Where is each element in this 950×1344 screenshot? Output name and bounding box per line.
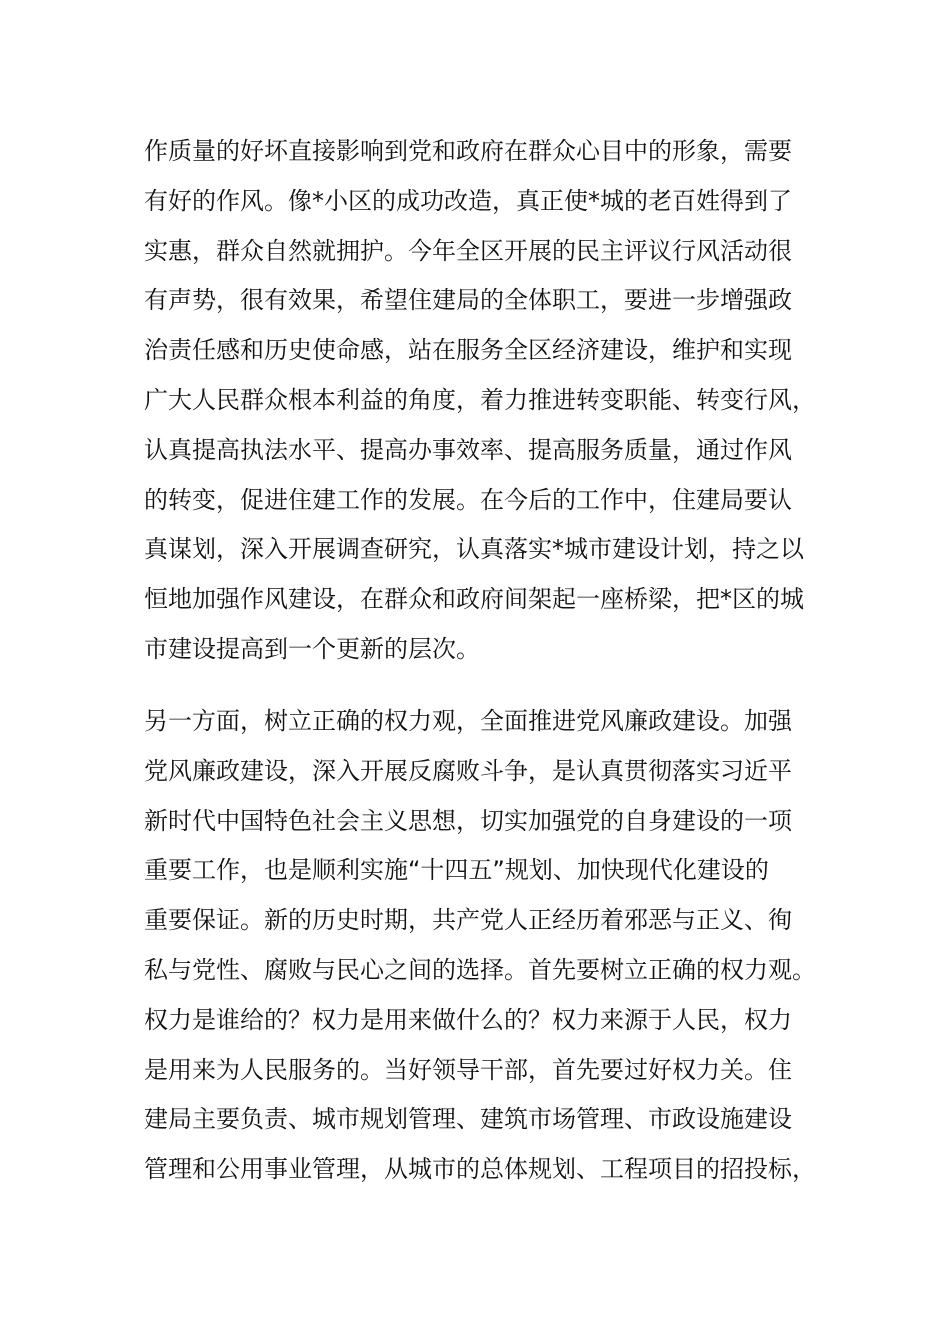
text-line: 私与党性、腐败与民心之间的选择。首先要树立正确的权力观。: [144, 955, 816, 984]
text-line: 另一方面，树立正确的权力观，全面推进党风廉政建设。加强: [144, 707, 792, 735]
paragraph-1: [144, 127, 816, 675]
text-line: 新时代中国特色社会主义思想，切实加强党的自身建设的一项: [144, 806, 792, 835]
text-line: 党风廉政建设，深入开展反腐败斗争，是认真贯彻落实习近平: [144, 756, 792, 785]
text-line: 重要工作，也是顺利实施“十四五”规划、加快现代化建设的: [144, 856, 769, 885]
text-line: 是用来为人民服务的。当好领导干部，首先要过好权力关。住: [144, 1055, 792, 1084]
text-line: 实惠，群众自然就拥护。今年全区开展的民主评议行风活动很: [144, 236, 792, 265]
text-line: 的转变，促进住建工作的发展。在今后的工作中，住建局要认: [144, 485, 792, 514]
text-line: 重要保证。新的历史时期，共产党人正经历着邪恶与正义、徇: [144, 906, 792, 935]
text-line: 建局主要负责、城市规划管理、建筑市场管理、市政设施建设: [144, 1105, 792, 1134]
paragraph-2: [144, 697, 816, 1195]
text-line: 有声势，很有效果，希望住建局的全体职工，要进一步增强政: [144, 286, 792, 315]
text-line: 广大人民群众根本利益的角度，着力推进转变职能、转变行风，: [144, 385, 816, 414]
text-line: 认真提高执法水平、提高办事效率、提高服务质量，通过作风: [144, 435, 792, 464]
text-line: 真谋划，深入开展调查研究，认真落实*城市建设计划，持之以: [144, 535, 804, 564]
text-line: 作质量的好坏直接影响到党和政府在群众心目中的形象，需要: [144, 137, 792, 165]
text-line: 有好的作风。像*小区的成功改造，真正使*城的老百姓得到了: [144, 186, 792, 215]
text-line: 治责任感和历史使命感，站在服务全区经济建设，维护和实现: [144, 336, 792, 365]
text-line: 权力是谁给的？权力是用来做什么的？权力来源于人民，权力: [144, 1005, 792, 1034]
text-line: 管理和公用事业管理，从城市的总体规划、工程项目的招投标，: [144, 1155, 816, 1184]
text-line: 恒地加强作风建设，在群众和政府间架起一座桥梁，把*区的城: [144, 585, 804, 614]
text-line: 市建设提高到一个更新的层次。: [144, 634, 480, 663]
